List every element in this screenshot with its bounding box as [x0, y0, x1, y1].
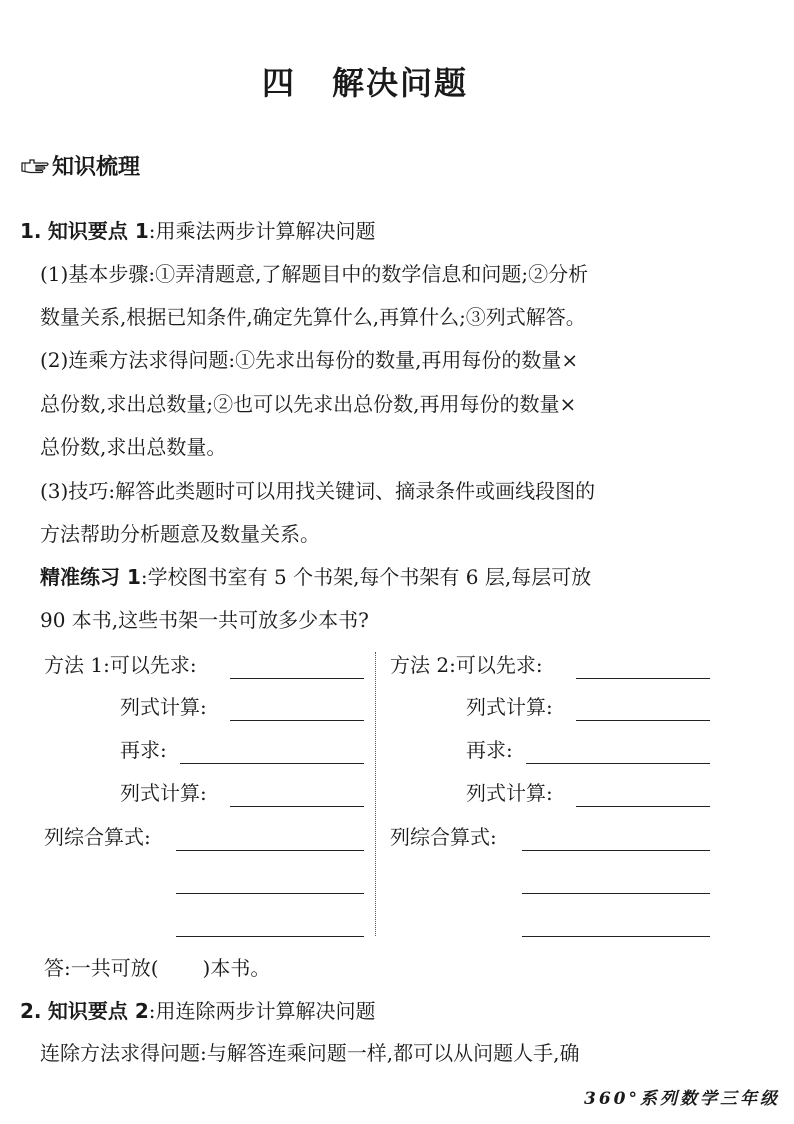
method2-combined-blank[interactable]: [522, 850, 710, 851]
method2-calc1-label: 列式计算:: [466, 695, 553, 719]
pointing-hand-icon: [20, 157, 50, 175]
method1-calc1-label: 列式计算:: [120, 695, 207, 719]
method1-combined-blank[interactable]: [176, 936, 364, 937]
point2-number: 2.: [20, 999, 42, 1023]
point1-label: 知识要点 1: [47, 219, 149, 243]
point1-number: 1.: [20, 219, 42, 243]
method1-then-blank[interactable]: [180, 763, 364, 764]
section-heading: [20, 150, 140, 181]
point2-heading: [20, 999, 376, 1023]
section-label: 知识梳理: [52, 155, 141, 180]
answer-line: [44, 956, 270, 980]
paragraph-line: 总份数,求出总数量。: [40, 435, 227, 459]
paragraph-line: 连除方法求得问题:与解答连乘问题一样,都可以从问题人手,确: [40, 1041, 580, 1065]
method1-combined-label: 列综合算式:: [44, 825, 151, 849]
point1-topic: :用乘法两步计算解决问题: [148, 219, 376, 243]
paragraph-line: 方法帮助分析题意及数量关系。: [40, 522, 320, 546]
method2-combined-blank[interactable]: [522, 936, 710, 937]
column-divider: [375, 652, 376, 936]
page-title: [0, 58, 730, 104]
series-footer: 360°系列数学三年级: [584, 1089, 780, 1109]
method2-calc2-label: 列式计算:: [466, 781, 553, 805]
paragraph-line: (3)技巧:解答此类题时可以用找关键词、摘录条件或画线段图的: [40, 479, 596, 503]
practice1-question-cont: 90 本书,这些书架一共可放多少本书?: [40, 608, 369, 632]
method1-calc2-label: 列式计算:: [120, 781, 207, 805]
paragraph-line: (1)基本步骤:①弄清题意,了解题目中的数学信息和问题;②分析: [40, 262, 589, 286]
method2-combined-label: 列综合算式:: [390, 825, 497, 849]
method1-calc2-blank[interactable]: [230, 806, 364, 807]
chapter-title: 解决问题: [332, 64, 469, 102]
method1-then-label: 再求:: [120, 738, 167, 762]
method2-calc1-blank[interactable]: [576, 720, 710, 721]
answer-suffix: )本书。: [202, 956, 271, 980]
paragraph-line: 数量关系,根据已知条件,确定先算什么,再算什么;③列式解答。: [40, 305, 586, 329]
paragraph-line: (2)连乘方法求得问题:①先求出每份的数量,再用每份的数量×: [40, 348, 579, 372]
method2-first-blank[interactable]: [576, 678, 710, 679]
method2-then-blank[interactable]: [526, 763, 710, 764]
practice1-label: 精准练习 1: [40, 565, 141, 589]
practice1-question: [40, 565, 591, 589]
method2-then-label: 再求:: [466, 738, 513, 762]
answer-prefix: 答:一共可放(: [44, 956, 159, 980]
point1-heading: [20, 219, 376, 243]
method1-first-label: 方法 1:可以先求:: [44, 653, 197, 677]
method1-combined-blank[interactable]: [176, 893, 364, 894]
method1-first-blank[interactable]: [230, 678, 364, 679]
point2-topic: :用连除两步计算解决问题: [148, 999, 376, 1023]
method2-first-label: 方法 2:可以先求:: [390, 653, 543, 677]
point2-label: 知识要点 2: [47, 999, 149, 1023]
practice1-text: :学校图书室有 5 个书架,每个书架有 6 层,每层可放: [140, 565, 592, 589]
method1-combined-blank[interactable]: [176, 850, 364, 851]
method2-calc2-blank[interactable]: [576, 806, 710, 807]
paragraph-line: 总份数,求出总数量;②也可以先求出总份数,再用每份的数量×: [40, 392, 577, 416]
method1-calc1-blank[interactable]: [230, 720, 364, 721]
chapter-number: 四: [261, 64, 296, 102]
method2-combined-blank[interactable]: [522, 893, 710, 894]
